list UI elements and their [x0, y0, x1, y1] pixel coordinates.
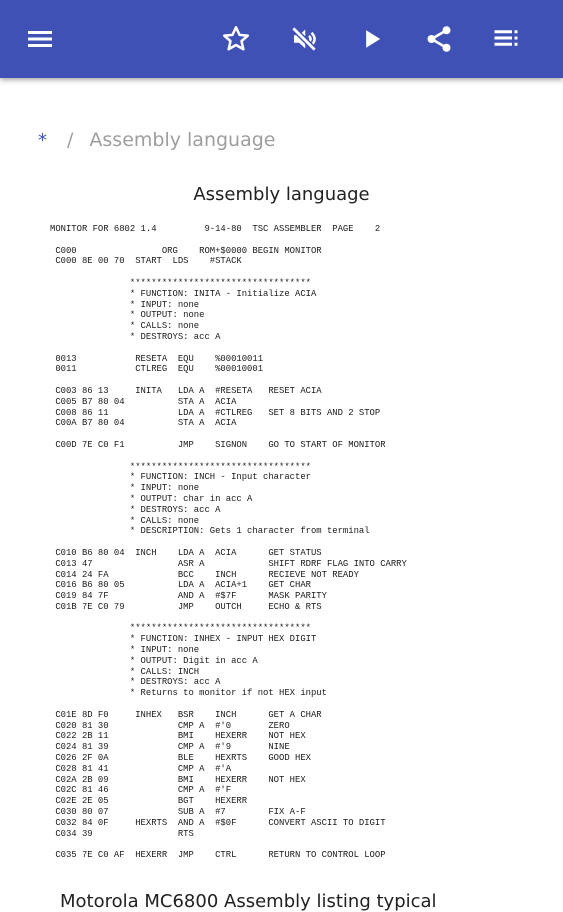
- hamburger-menu-icon[interactable]: [23, 22, 57, 56]
- share-icon[interactable]: [422, 22, 456, 56]
- app-bar: [0, 0, 563, 78]
- figure-title: Assembly language: [193, 184, 370, 205]
- volume-off-icon[interactable]: [287, 22, 321, 56]
- breadcrumb-separator: /: [67, 129, 74, 151]
- breadcrumb: [38, 128, 275, 152]
- article-content[interactable]: [0, 160, 563, 912]
- playlist-icon[interactable]: [490, 22, 524, 56]
- figure-caption: Motorola MC6800 Assembly listing typical: [60, 891, 437, 912]
- assembly-listing-image: MONITOR FOR 6802 1.4 9-14-80 TSC ASSEMBLER PAGE 2 C000 ORG ROM+$0000 BEGIN MONITOR C000 8E 00 70 START LDS #STACK ********************************** * FUNCTION: INITA - Initialize ACIA * INPUT: none * OUTPUT: none * CALLS: none * DESTROYS: acc A 0013 RESETA EQU %00010011 0011 CTLREG EQU %00010001 C003 86 13 INITA LDA A #RESETA RESET ACIA C005 B7 80 04 STA A ACIA C008 86 11 LDA A #CTLREG SET 8 BITS AND 2 STOP C00A B7 80 04 STA A ACIA C00D 7E C0 F1 JMP SIGNON GO TO START OF MONITOR ********************************** * FUNCTION: INCH - Input character * INPUT: none * OUTPUT: char in acc A * DESTROYS: acc A * CALLS: none * DESCRIPTION: Gets 1 character from terminal C010 B6 80 04 INCH LDA A ACIA GET STATUS C013 47 ASR A SHIFT RDRF FLAG INTO CARRY C014 24 FA BCC INCH RECIEVE NOT READY C016 B6 80 05 LDA A ACIA+1 GET CHAR C019 84 7F AND A #$7F MASK PARITY C01B 7E C0 79 JMP OUTCH ECHO & RTS ********************************** * FUNCTION: INHEX - INPUT HEX DIGIT * INPUT: none * OUTPUT: Digit in acc A * CALLS: INCH * DESTROYS: acc A * Returns to monitor if not HEX input C01E 8D F0 INHEX BSR INCH GET A CHAR C020 81 30 CMP A #'0 ZERO C022 2B 11 BMI HEXERR NOT HEX C024 81 39 CMP A #'9 NINE C026 2F 0A BLE HEXRTS GOOD HEX C028 81 41 CMP A #'A C02A 2B 09 BMI HEXERR NOT HEX C02C 81 46 CMP A #'F C02E 2E 05 BGT HEXERR C030 80 07 SUB A #7 FIX A-F C032 84 0F HEXRTS AND A #$0F CONVERT ASCII TO DIGIT C034 39 RTS C035 7E C0 AF HEXERR JMP CTRL RETURN TO CONTROL LOOP: [50, 224, 407, 861]
- star-outline-icon[interactable]: [219, 22, 253, 56]
- breadcrumb-current: Assembly language: [89, 129, 276, 151]
- breadcrumb-home-link[interactable]: *: [38, 129, 47, 151]
- play-icon[interactable]: [355, 22, 389, 56]
